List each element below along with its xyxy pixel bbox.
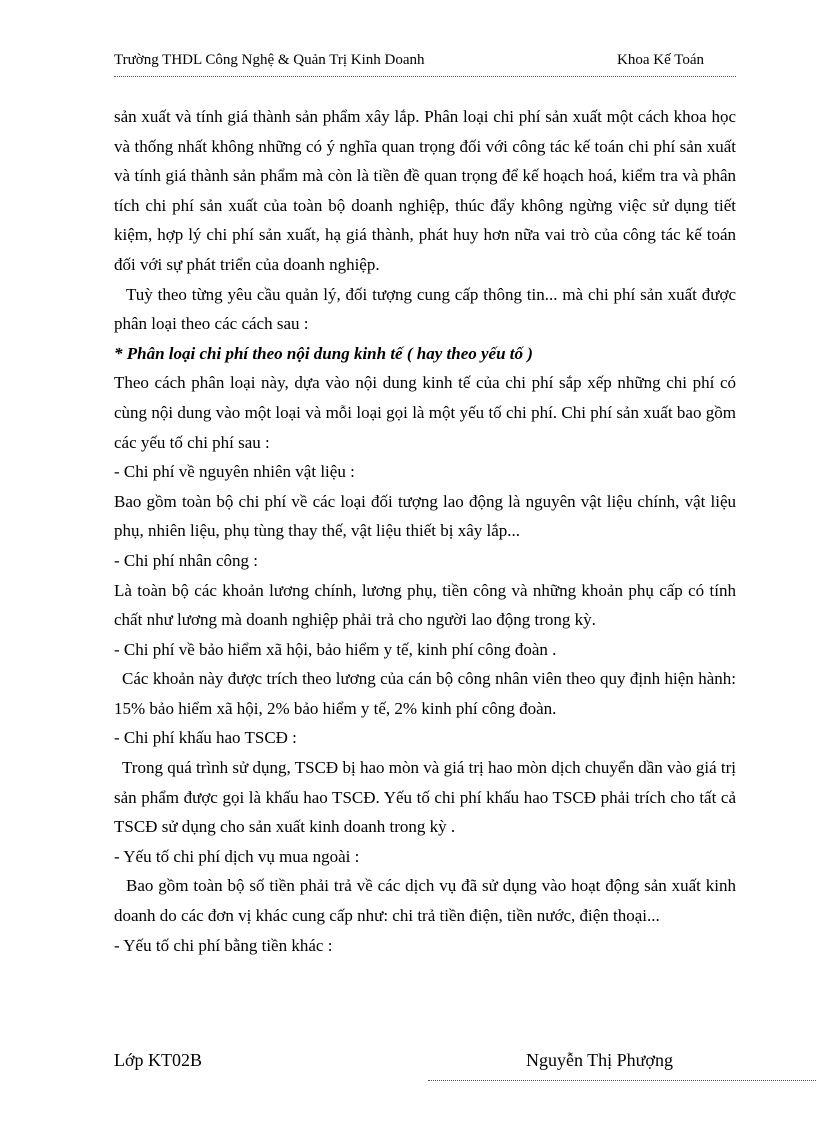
page-header: [114, 52, 736, 69]
paragraph: Bao gồm toàn bộ số tiền phải trả về các dịch vụ đã sử dụng vào hoạt động sản xuất kinh doanh do các đơn vị khác cung cấp như: chi trả tiền điện, tiền nước, điện thoại...: [114, 876, 736, 926]
header-department: Khoa Kế Toán: [617, 52, 704, 68]
document-body: [114, 102, 736, 960]
paragraph: Là toàn bộ các khoản lương chính, lương phụ, tiền công và những khoản phụ cấp có tính chất như lương mà doanh nghiệp phải trả cho người lao động trong kỳ.: [114, 580, 736, 630]
list-item: - Chi phí khấu hao TSCĐ :: [114, 728, 297, 748]
paragraph: Bao gồm toàn bộ chi phí về các loại đối tượng lao động là nguyên vật liệu chính, vật liệu phụ, nhiên liệu, phụ tùng thay thế, vật liệu thiết bị xây lắp...: [114, 491, 736, 541]
footer-class: Lớp KT02B: [114, 1050, 203, 1070]
list-item: - Yếu tố chi phí dịch vụ mua ngoài :: [114, 846, 360, 866]
paragraph: Tuỳ theo từng yêu cầu quản lý, đối tượng cung cấp thông tin... mà chi phí sản xuất được phân loại theo các cách sau :: [114, 284, 736, 334]
paragraph: sản xuất và tính giá thành sản phẩm xây lắp. Phân loại chi phí sản xuất một cách khoa học và thống nhất không những có ý nghĩa quan trọng đối với công tác kế toán chi phí sản xuất và tính giá thành sản phẩm mà còn là tiền đề quan trọng để kế hoạch hoá, kiểm tra và phân tích chi phí sản xuất của toàn bộ doanh nghiệp, thúc đẩy không ngừng việc sử dụng tiết kiệm, hợp lý chi phí sản xuất, hạ giá thành, phát huy hơn nữa vai trò của công tác kế toán đối với sự phát triển của doanh nghiệp.: [114, 107, 736, 274]
list-item: - Chi phí nhân công :: [114, 550, 259, 570]
list-item: - Chi phí về nguyên nhiên vật liệu :: [114, 462, 355, 482]
section-heading: * Phân loại chi phí theo nội dung kinh tế ( hay theo yếu tố ): [114, 343, 533, 363]
list-item: - Chi phí về bảo hiểm xã hội, bảo hiểm y tế, kinh phí công đoàn .: [114, 639, 557, 659]
footer-author: Nguyễn Thị Phượng: [526, 1050, 673, 1070]
list-item: - Yếu tố chi phí bằng tiền khác :: [114, 935, 333, 955]
footer-divider: [428, 1080, 816, 1081]
paragraph: Các khoản này được trích theo lương của cán bộ công nhân viên theo quy định hiện hành: 15% bảo hiểm xã hội, 2% bảo hiểm y tế, 2% kinh phí công đoàn.: [114, 669, 736, 718]
header-school-name: Trường THDL Công Nghệ & Quản Trị Kinh Doanh: [114, 52, 425, 68]
header-divider: [114, 76, 736, 77]
paragraph: Trong quá trình sử dụng, TSCĐ bị hao mòn và giá trị hao mòn dịch chuyển dần vào giá trị sản phẩm được gọi là khấu hao TSCĐ. Yếu tố chi phí khấu hao TSCĐ phải trích cho tất cả TSCĐ sử dụng cho sản xuất kinh doanh trong kỳ .: [114, 758, 736, 837]
paragraph: Theo cách phân loại này, dựa vào nội dung kinh tế của chi phí sắp xếp những chi phí có cùng nội dung vào một loại và mỗi loại gọi là một yếu tố chi phí. Chi phí sản xuất bao gồm các yếu tố chi phí sau :: [114, 373, 736, 452]
